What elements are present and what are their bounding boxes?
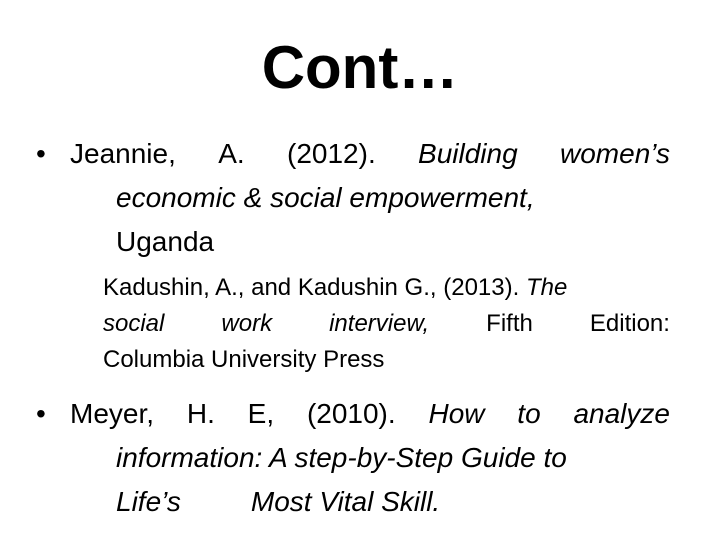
bullet-marker: • [36,398,46,429]
reference-item-2: Kadushin, A., and Kadushin G., (2013). The social work interview, Fifth Edition: Columbia University Press [103,274,670,373]
reference-item-3: Meyer, H. E, (2010). How to analyze information: A step-by-Step Guide to Life’s Most Vital Skill. [70,398,670,517]
word: Building [418,138,518,169]
reference-item-1: Jeannie, A. (2012). Building women’s economic & social empowerment, Uganda [70,132,670,264]
word: Jeannie, [70,138,176,169]
word: A. [218,138,245,169]
bullet-marker: • [36,138,46,169]
word: women’s [560,138,670,169]
word: (2012). [287,138,376,169]
slide-title: Cont… [261,34,459,101]
reference-1-line-1 [70,132,670,176]
